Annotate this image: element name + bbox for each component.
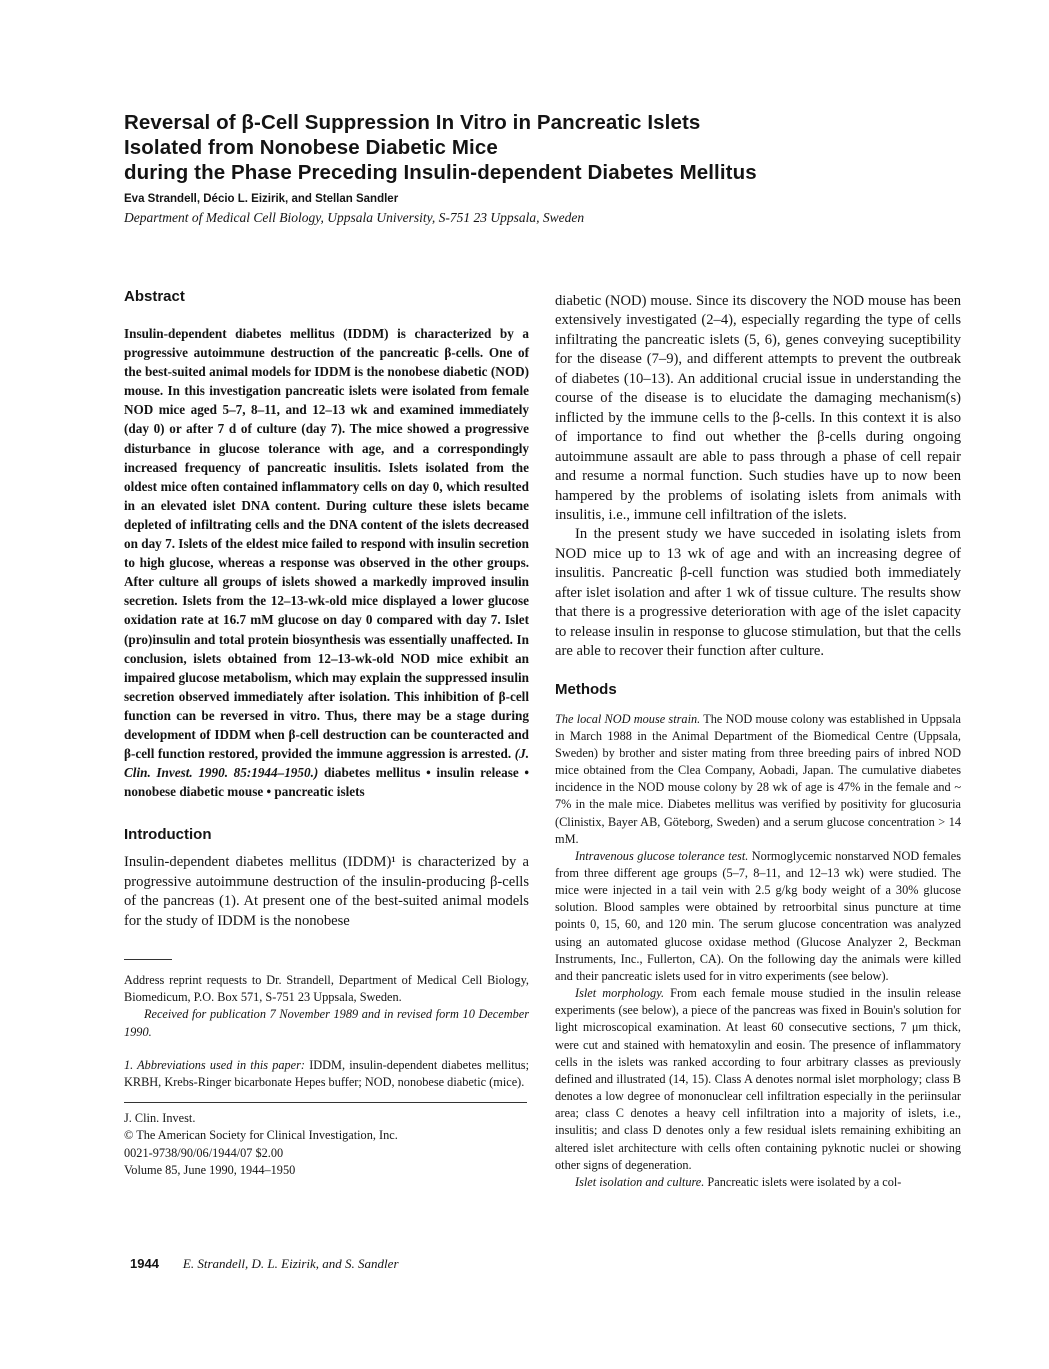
intro-paragraph-2: In the present study we have succeded in isolating islets from NOD mice up to 13 wk of age and with an increasing degree of insulitis. Pancreatic β-cell function was studied both immediately after islet isolation and after 1 wk of tissue culture. The results show that there is a progressive deterioration with age of the islet capacity to release insulin in response to glucose stimulation, but that the cells are able to recover their function after culture.	[555, 526, 961, 660]
left-column	[124, 288, 529, 1179]
right-column	[555, 292, 961, 1191]
methods-subhead-2: Intravenous glucose tolerance test.	[575, 848, 749, 863]
affiliation: Department of Medical Cell Biology, Uppsala University, S-751 23 Uppsala, Sweden	[124, 210, 585, 225]
methods-paragraph-4	[555, 1174, 961, 1191]
title-line-3: during the Phase Preceding Insulin-dependent Diabetes Mellitus	[124, 161, 757, 184]
footnote-abbrev-lead: 1. Abbreviations used in this paper:	[124, 1057, 306, 1072]
running-head: E. Strandell, D. L. Eizirik, and S. Sandler	[182, 1256, 399, 1271]
title-line-1: Reversal of β-Cell Suppression In Vitro in Pancreatic Islets	[124, 111, 701, 134]
author-list: Eva Strandell, Décio L. Eizirik, and Stellan Sandler	[124, 193, 399, 205]
abstract-body: Insulin-dependent diabetes mellitus (IDDM) is characterized by a progressive autoimmune destruction of the pancreatic β-cells. One of the best-suited animal models for IDDM is the nonobese diabetic (NOD) mouse. In this investigation pancreatic islets were isolated from female NOD mice aged 5–7, 8–11, and 12–13 wk and examined immediately (day 0) or after 7 d of culture (day 7). The mice showed a progressive disturbance in glucose tolerance with age, and a correspondingly increased frequency of pancreatic insulitis. Islets isolated from the oldest mice often contained inflammatory cells on day 0, which resulted in an elevated islet DNA content. During culture these islets became depleted of infiltrating cells and the DNA content of the islets decreased on day 7. Islets of the eldest mice failed to respond with insulin secretion to high glucose, whereas a response was observed in the other groups. After culture all groups of islets showed a markedly improved insulin secretion. Islets from the 12–13-wk-old mice displayed a lower glucose oxidation rate at 16.7 mM glucose on day 0 compared with day 7. Islet (pro)insulin and total protein biosynthesis was essentially unaffected. In conclusion, islets obtained from 12–13-wk-old NOD mice exhibit an impaired glucose metabolism, which may explain the suppressed insulin secretion observed immediately after isolation. This inhibition of β-cell function can be reversed in vitro. Thus, there may be a stage during development of IDDM when β-cell destruction can be counteracted and β-cell function restored, provided the immune aggression is arrested.	[124, 326, 529, 762]
methods-paragraph-1	[555, 711, 961, 848]
journal-info	[124, 1110, 529, 1179]
methods-text-3: From each female mouse studied in the insulin release experiments (see below), a piece of the pancreas was fixed in Bouin's solution for light microscopical examination. At least 60 consecutive sections, 7 μm thick, were cut and stained with hematoxylin and eosin. The presence of inflammatory cells in the islets was ranked according to four arbitrary classes as previously defined and illustrated (14, 15). Class A denotes normal islet morphology; class B denotes a low degree of mononuclear cell infiltration especially in the periinsular area; class C denotes a heavy cell infiltration into a majority of islets, i.e., insulitis; and class D denotes only a few residual islets remaining exhibiting an altered islet architecture with cells often containing pyknotic nuclei or showing other signs of degeneration.	[555, 986, 961, 1172]
footnote-divider	[124, 959, 172, 960]
abstract-heading: Abstract	[124, 288, 185, 305]
methods-subhead-1: The local NOD mouse strain.	[555, 711, 701, 726]
journal-name: J. Clin. Invest.	[124, 1111, 196, 1126]
methods-subhead-4: Islet isolation and culture.	[575, 1174, 705, 1189]
footnote-address: Address reprint requests to Dr. Strandell, Department of Medical Cell Biology, Biomedicum, P.O. Box 571, S-751 23 Uppsala, Sweden.	[124, 972, 529, 1005]
methods-body	[555, 711, 961, 1191]
methods-text-4: Pancreatic islets were isolated by a col-	[704, 1174, 902, 1189]
methods-paragraph-3	[555, 985, 961, 1174]
footnote-received: Received for publication 7 November 1989 and in revised form 10 December 1990.	[124, 1007, 529, 1039]
page-footer	[130, 1256, 399, 1272]
abstract-text	[124, 324, 529, 801]
methods-text-1: The NOD mouse colony was established in Uppsala in March 1988 in the Animal Department of the Biomedical Centre (Uppsala, Sweden) by brother and sister mating from three breeding pairs of inbred NOD mice obtained from the Clea Company, Aobadi, Japan. The cumulative diabetes incidence in the NOD mouse colony by 28 wk of age is 47% in the female and ~ 7% in the male mice. Diabetes mellitus was verified by positivity for glucosuria (Clinistix, Bayer AB, Göteborg, Sweden) and a serum glucose concentration > 14 mM.	[555, 711, 961, 846]
volume-line: Volume 85, June 1990, 1944–1950	[124, 1163, 296, 1178]
footnote-abbreviations	[124, 1057, 529, 1091]
methods-subhead-3: Islet morphology.	[575, 986, 665, 1001]
intro-paragraph-1: diabetic (NOD) mouse. Since its discovery the NOD mouse has been extensively investigated (2–4), especially regarding the type of cells infiltrating the pancreatic islets (5, 6), genes conveying suceptibility for the disease (7–9), and different attempts to prevent the outbreak of diabetes (10–13). An additional crucial issue in understanding the course of the disease is to elucidate the damaging mechanism(s) inflicted by the immune cells to the β-cells. In this context it is also of importance to find out whether the β-cells during ongoing autoimmune assault are able to pass through a phase of cell repair and resume a normal function. Such studies have up to now been hampered by the problems of isolating islets from animals with insulitis, i.e., immune cell infiltration of the islets.	[555, 293, 961, 523]
page-number: 1944	[130, 1256, 159, 1271]
abstract-keywords: diabetes mellitus • insulin release • nonobese diabetic mouse • pancreatic islets	[124, 765, 529, 800]
methods-heading: Methods	[555, 680, 617, 698]
title-line-2: Isolated from Nonobese Diabetic Mice	[124, 136, 498, 159]
abstract-citation: (J. Clin. Invest. 1990. 85:1944–1950.)	[124, 746, 529, 781]
article-title	[124, 110, 984, 185]
footnote-abbrev-text: IDDM, insulin-dependent diabetes mellitus; KRBH, Krebs-Ringer bicarbonate Hepes buffer; NOD, nonobese diabetic (mice).	[124, 1057, 529, 1089]
introduction-heading: Introduction	[124, 826, 212, 844]
journal-info-divider	[124, 1102, 527, 1103]
issn-line: 0021-9738/90/06/1944/07 $2.00	[124, 1145, 284, 1160]
introduction-text: Insulin-dependent diabetes mellitus (IDDM)¹ is characterized by a progressive autoimmune destruction of the insulin-producing β-cells of the pancreas (1). At present one of the best-suited animal models for the study of IDDM is the nonobese	[124, 854, 529, 929]
introduction-continued	[555, 292, 961, 662]
methods-text-2: Normoglycemic nonstarved NOD females from three different age groups (5–7, 8–11, and 12–13 wk) were studied. The mice were injected in a tail vein with 2.5 g/kg body weight of a 30% glucose solution. Blood samples were obtained by retroorbital sinus puncture at time points 0, 15, 60, and 120 min. The serum glucose concentration was analyzed using an automated glucose oxidase method (Glucose Analyzer 2, Beckman Instruments, Inc., Fullerton, CA). On the following day the animals were killed and their pancreatic islets used for in vitro experiments (see below).	[555, 848, 961, 983]
methods-paragraph-2	[555, 848, 961, 985]
copyright-line: © The American Society for Clinical Investigation, Inc.	[124, 1128, 398, 1143]
